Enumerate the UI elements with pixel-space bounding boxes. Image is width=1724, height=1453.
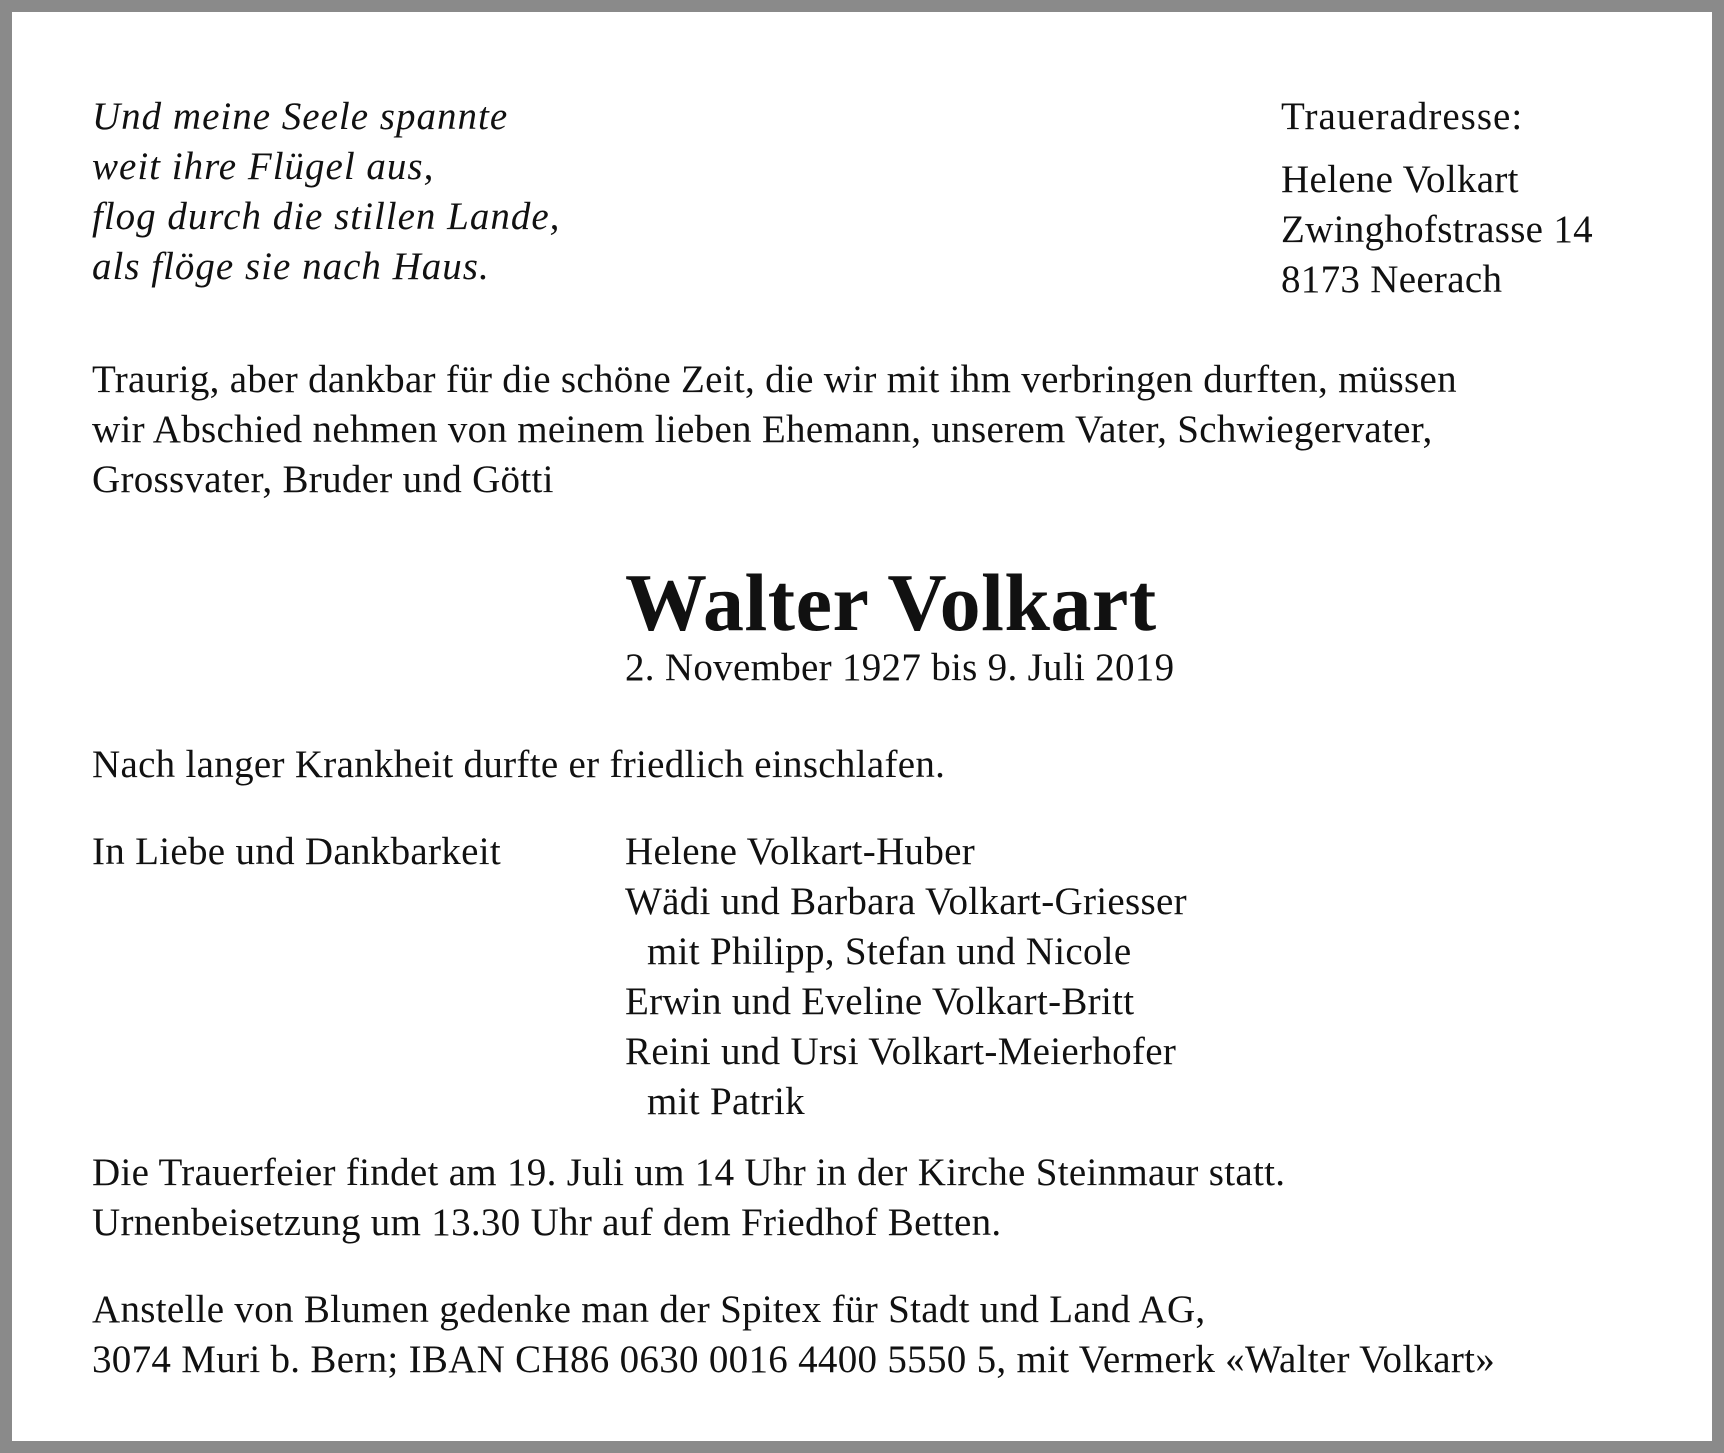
donation-line: Anstelle von Blumen gedenke man der Spitex für Stadt und Land AG, (92, 1288, 1206, 1331)
family-member: Erwin und Eveline Volkart-Britt (625, 980, 1135, 1023)
intro-line: Traurig, aber dankbar für die schöne Zeit, die wir mit ihm verbringen durften, müssen (92, 358, 1457, 401)
ceremony-line: Die Trauerfeier findet am 19. Juli um 14 Uhr in der Kirche Steinmaur statt. (92, 1151, 1286, 1194)
poem-line: als flöge sie nach Haus. (92, 245, 490, 288)
ceremony-info (92, 1148, 1285, 1248)
life-dates: 2. November 1927 bis 9. Juli 2019 (625, 646, 1175, 689)
poem (92, 92, 560, 292)
intro-line: wir Abschied nehmen von meinem lieben Ehemann, unserem Vater, Schwiegervater, (92, 408, 1433, 451)
poem-line: flog durch die stillen Lande, (92, 195, 561, 238)
intro-paragraph (92, 355, 1457, 505)
address-line: Zwinghofstrasse 14 (1281, 208, 1593, 251)
family-member: Wädi und Barbara Volkart-Griesser (625, 880, 1187, 923)
ceremony-line: Urnenbeisetzung um 13.30 Uhr auf dem Friedhof Betten. (92, 1201, 1002, 1244)
death-note: Nach langer Krankheit durfte er friedlich einschlafen. (92, 743, 946, 786)
address-label: Traueradresse: (1281, 95, 1524, 138)
mourning-address (1281, 155, 1593, 305)
donation-info (92, 1285, 1495, 1385)
family-label: In Liebe und Dankbarkeit (92, 830, 501, 873)
address-line: Helene Volkart (1281, 158, 1519, 201)
family-member: Reini und Ursi Volkart-Meierhofer (625, 1030, 1177, 1073)
family-members (625, 827, 1187, 1127)
deceased-name: Walter Volkart (625, 557, 1157, 648)
obituary-page (12, 12, 1712, 1441)
family-member-children: mit Patrik (647, 1080, 805, 1123)
poem-line: Und meine Seele spannte (92, 95, 509, 138)
poem-line: weit ihre Flügel aus, (92, 145, 435, 188)
address-line: 8173 Neerach (1281, 258, 1503, 301)
intro-line: Grossvater, Bruder und Götti (92, 458, 554, 501)
family-member: Helene Volkart-Huber (625, 830, 976, 873)
family-member-children: mit Philipp, Stefan und Nicole (647, 930, 1132, 973)
donation-line: 3074 Muri b. Bern; IBAN CH86 0630 0016 4400 5550 5, mit Vermerk «Walter Volkart» (92, 1338, 1496, 1381)
